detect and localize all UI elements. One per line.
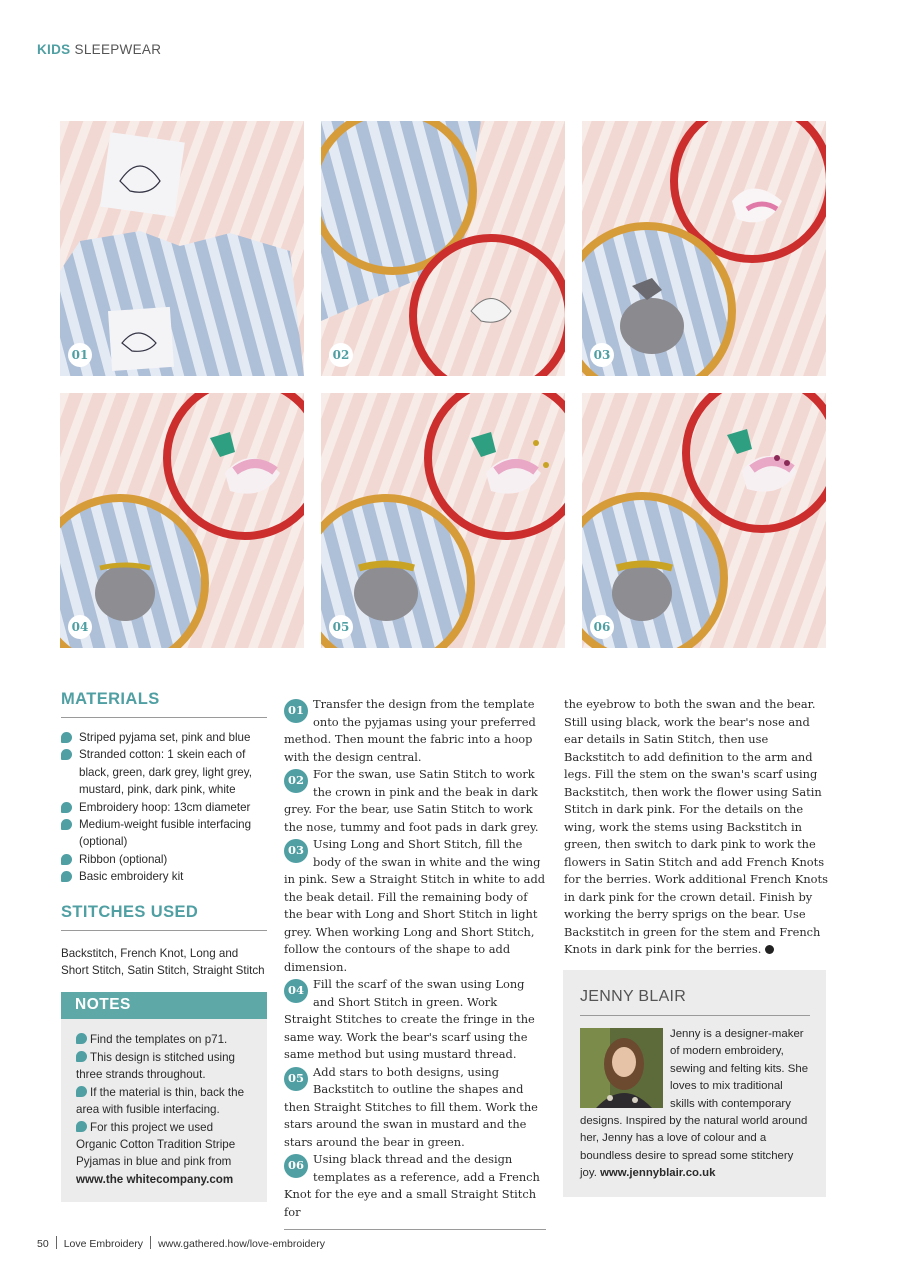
divider <box>61 930 267 931</box>
instructions-continued <box>564 696 828 959</box>
step-number: 05 <box>284 1067 308 1091</box>
footer-url[interactable]: www.gathered.how/love-embroidery <box>158 1238 325 1250</box>
step-photo-02 <box>321 121 565 376</box>
list-item: Basic embroidery kit <box>61 868 267 885</box>
step-number-badge: 05 <box>329 615 353 639</box>
notes-box <box>61 992 267 1202</box>
step-number: 03 <box>284 839 308 863</box>
step-number-badge: 02 <box>329 343 353 367</box>
step-number: 01 <box>284 699 308 723</box>
magazine-name: Love Embroidery <box>63 1238 144 1250</box>
instructions-column <box>284 696 546 1230</box>
step-number: 04 <box>284 979 308 1003</box>
step-number: 02 <box>284 769 308 793</box>
step-number-badge: 01 <box>68 343 92 367</box>
leaf-bullet-icon <box>61 749 72 760</box>
section-kids: KIDS <box>37 42 71 57</box>
leaf-bullet-icon <box>61 871 72 882</box>
list-item: Ribbon (optional) <box>61 851 267 868</box>
step-01: 01 Transfer the design from the template onto the pyjamas using your preferred method. Then mount the fabric into a hoop with the design central. <box>284 697 536 764</box>
leaf-bullet-icon <box>76 1033 87 1044</box>
leaf-bullet-icon <box>61 732 72 743</box>
section-title: SLEEPWEAR <box>74 42 162 57</box>
note-item: This design is stitched using three strands throughout. <box>76 1050 235 1082</box>
divider <box>61 717 267 718</box>
step-05: 05 Add stars to both designs, using Backstitch to outline the shapes and then Straight Stitches to fill them. Work the stars around the swan in mustard and the stars around the bear in green. <box>284 1064 538 1149</box>
step-photo-05 <box>321 393 565 648</box>
step-number-badge: 06 <box>590 615 614 639</box>
step-03: 03 Using Long and Short Stitch, fill the body of the swan in white and the wing in pink. Sew a Straight Stitch in white to add the beak detail. Fill the remaining body of the bear with Long and Short Stitch in light grey. When working Long and Short Stitch, follow the contours of the shape to add dimension. <box>284 837 546 974</box>
step-02: 02 For the swan, use Satin Stitch to work the crown in pink and the beak in dark grey. For the bear, use Satin Stitch to work the nose, tummy and foot pads in dark grey. <box>284 767 539 834</box>
note-item: If the material is thin, back the area with fusible interfacing. <box>76 1085 245 1117</box>
continuation-text: the eyebrow to both the swan and the bear. Still using black, work the bear's nose and ear details in Satin Stitch, then use Backstitch to add definition to the arm and legs. Fill the stem on the swan's scarf using Backstitch, then work the flower using Satin Stitch in dark pink. For the details on the wing, work the stems using Backstitch in green, then switch to dark pink to work the flowers in Satin Stitch and add French Knots for the berries. Work additional French Knots in dark pink for the crown detail. Finish by working the berry sprigs on the bear. Use Backstitch in green for the stem and French Knots in dark pink for the berries. <box>564 697 828 956</box>
step-photo-01 <box>60 121 304 376</box>
designer-portrait <box>580 1028 663 1108</box>
note-item: Find the templates on p71. <box>76 1031 253 1048</box>
leaf-bullet-icon <box>76 1086 87 1097</box>
leaf-bullet-icon <box>61 802 72 813</box>
leaf-bullet-icon <box>61 854 72 865</box>
step-photo-06 <box>582 393 826 648</box>
step-number: 06 <box>284 1154 308 1178</box>
list-item: Striped pyjama set, pink and blue <box>61 729 267 746</box>
step-04: 04 Fill the scarf of the swan using Long and Short Stitch in green. Work Straight Stitches to create the fringe in the same way. Work the bear's scarf using the same method but using mustard thread. <box>284 977 535 1061</box>
list-item: Medium-weight fusible interfacing (optional) <box>61 816 267 851</box>
divider <box>580 1015 810 1016</box>
list-item: Stranded cotton: 1 skein each of black, green, dark grey, light grey, mustard, pink, dark pink, white <box>61 746 267 798</box>
step-number-badge: 04 <box>68 615 92 639</box>
designer-name: JENNY BLAIR <box>580 988 687 1005</box>
materials-heading: MATERIALS <box>61 690 160 708</box>
step-number-badge: 03 <box>590 343 614 367</box>
divider <box>150 1236 151 1249</box>
materials-list <box>61 729 267 886</box>
divider <box>56 1236 57 1249</box>
list-item: Embroidery hoop: 13cm diameter <box>61 799 267 816</box>
designer-website-link[interactable]: www.jennyblair.co.uk <box>600 1167 716 1180</box>
page-number: 50 <box>37 1238 49 1250</box>
step-photo-03 <box>582 121 826 376</box>
page-section-header <box>37 42 161 57</box>
shop-link[interactable]: www.the whitecompany.com <box>76 1172 234 1186</box>
step-06: 06 Using black thread and the design templates as a reference, add a French Knot for the eye and a small Straight Stitch for <box>284 1152 540 1219</box>
end-mark-icon <box>765 945 774 954</box>
divider <box>284 1229 546 1230</box>
step-photo-04 <box>60 393 304 648</box>
sidebar-column <box>61 690 267 1202</box>
leaf-bullet-icon <box>61 819 72 830</box>
note-item: For this project we used Organic Cotton Tradition Stripe Pyjamas in blue and pink from www.the whitecompany.com <box>76 1120 236 1186</box>
leaf-bullet-icon <box>76 1121 87 1132</box>
designer-bio: Jenny is a designer-maker of modern embroidery, sewing and felting kits. She loves to mix traditional skills with contemporary designs. Inspired by the natural world around her, Jenny has a love of colour and a boundless desire to spread some stitchery joy. www.jennyblair.co.uk <box>580 1028 809 1180</box>
step-photo-grid <box>60 121 827 648</box>
designer-bio-box <box>563 970 826 1197</box>
stitches-heading: STITCHES USED <box>61 902 199 921</box>
stitches-list: Backstitch, French Knot, Long and Short Stitch, Satin Stitch, Straight Stitch <box>61 946 265 978</box>
notes-heading: NOTES <box>61 992 267 1019</box>
leaf-bullet-icon <box>76 1051 87 1062</box>
page-footer <box>37 1236 325 1250</box>
